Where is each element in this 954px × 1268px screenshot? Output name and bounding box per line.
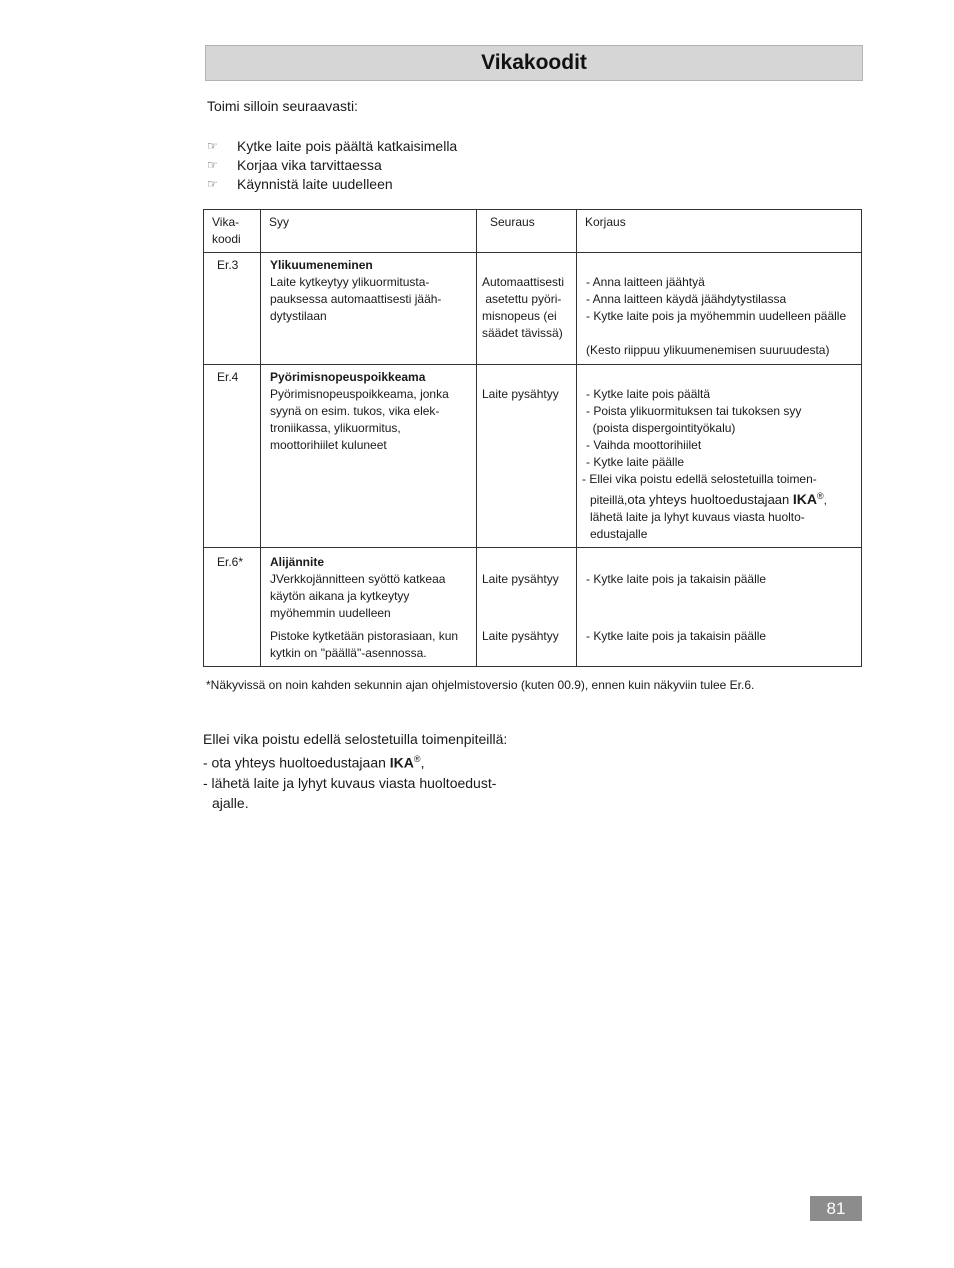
- effect-cell: Automaattisesti asetettu pyöri- misnopeus (ei säädet tävissä): [477, 253, 577, 365]
- brand-name: IKA: [389, 754, 414, 771]
- pointing-hand-icon: ☞: [207, 139, 218, 153]
- pointing-hand-icon: ☞: [207, 158, 218, 172]
- list-item: ☞ Kytke laite pois päältä katkaisimella: [207, 138, 458, 154]
- cause-cell: Alijännite JVerkkojännitteen syöttö katkeaa käytön aikana ja kytkeytyy myöhemmin uudelleen Pistoke kytketään pistorasiaan, kun kytkin on "päällä"-asennossa.: [261, 548, 477, 667]
- table-header-row: [204, 210, 862, 253]
- fix-cell: - Kytke laite pois ja takaisin päälle - Kytke laite pois ja takaisin päälle: [577, 548, 862, 667]
- closing-text: Ellei vika poistu edellä selostetuilla toimenpiteillä: - ota yhteys huoltoedustajaan IKA®, - lähetä laite ja lyhyt kuvaus viasta huoltoedust- ajalle.: [203, 731, 508, 811]
- steps-list: [207, 137, 457, 194]
- fix-cell: - Kytke laite pois päältä - Poista ylikuormituksen tai tukoksen syy (poista dispergointityökalu) - Vaihda moottorihiilet - Kytke laite päälle - Ellei vika poistu edellä selostetuilla toimen- piteillä,ota yhteys huoltoedustajaan IKA®, lähetä laite ja lyhyt kuvaus viasta huolto- edustajalle: [577, 365, 862, 548]
- table-row: [204, 253, 862, 365]
- table-row: [204, 365, 862, 548]
- fix-cell: - Anna laitteen jäähtyä - Anna laitteen käydä jäähdytystilassa - Kytke laite pois ja myöhemmin uudelleen päälle (Kesto riippuu ylikuumenemisen suuruudesta): [577, 253, 862, 365]
- header-code: Vika- koodi: [204, 210, 261, 253]
- header-fix: Korjaus: [577, 210, 862, 253]
- effect-cell: Laite pysähtyy Laite pysähtyy: [477, 548, 577, 667]
- header-effect: Seuraus: [477, 210, 577, 253]
- header-cause: Syy: [261, 210, 477, 253]
- cause-cell: Pyörimisnopeuspoikkeama Pyörimisnopeuspoikkeama, jonka syynä on esim. tukos, vika elek- troniikassa, ylikuormitus, moottorihiilet kuluneet: [261, 365, 477, 548]
- page-number: 81: [810, 1196, 862, 1221]
- table-row: [204, 548, 862, 667]
- page-title: Vikakoodit: [481, 51, 587, 74]
- list-item: ☞ Korjaa vika tarvittaessa: [207, 157, 382, 173]
- error-code: Er.3: [204, 253, 261, 365]
- effect-cell: Laite pysähtyy: [477, 365, 577, 548]
- cause-cell: Ylikuumeneminen Laite kytkeytyy ylikuormitusta- pauksessa automaattisesti jääh- dytystilaan: [261, 253, 477, 365]
- error-code: Er.6*: [204, 548, 261, 667]
- footnote: *Näkyvissä on noin kahden sekunnin ajan ohjelmistoversio (kuten 00.9), ennen kuin näkyviin tulee Er.6.: [206, 678, 755, 692]
- brand-name: IKA: [792, 491, 817, 507]
- intro-text: Toimi silloin seuraavasti:: [207, 98, 358, 114]
- title-bar: [205, 45, 863, 81]
- list-item: ☞ Käynnistä laite uudelleen: [207, 176, 393, 192]
- error-code: Er.4: [204, 365, 261, 548]
- pointing-hand-icon: ☞: [207, 177, 218, 191]
- error-code-table: [203, 209, 862, 667]
